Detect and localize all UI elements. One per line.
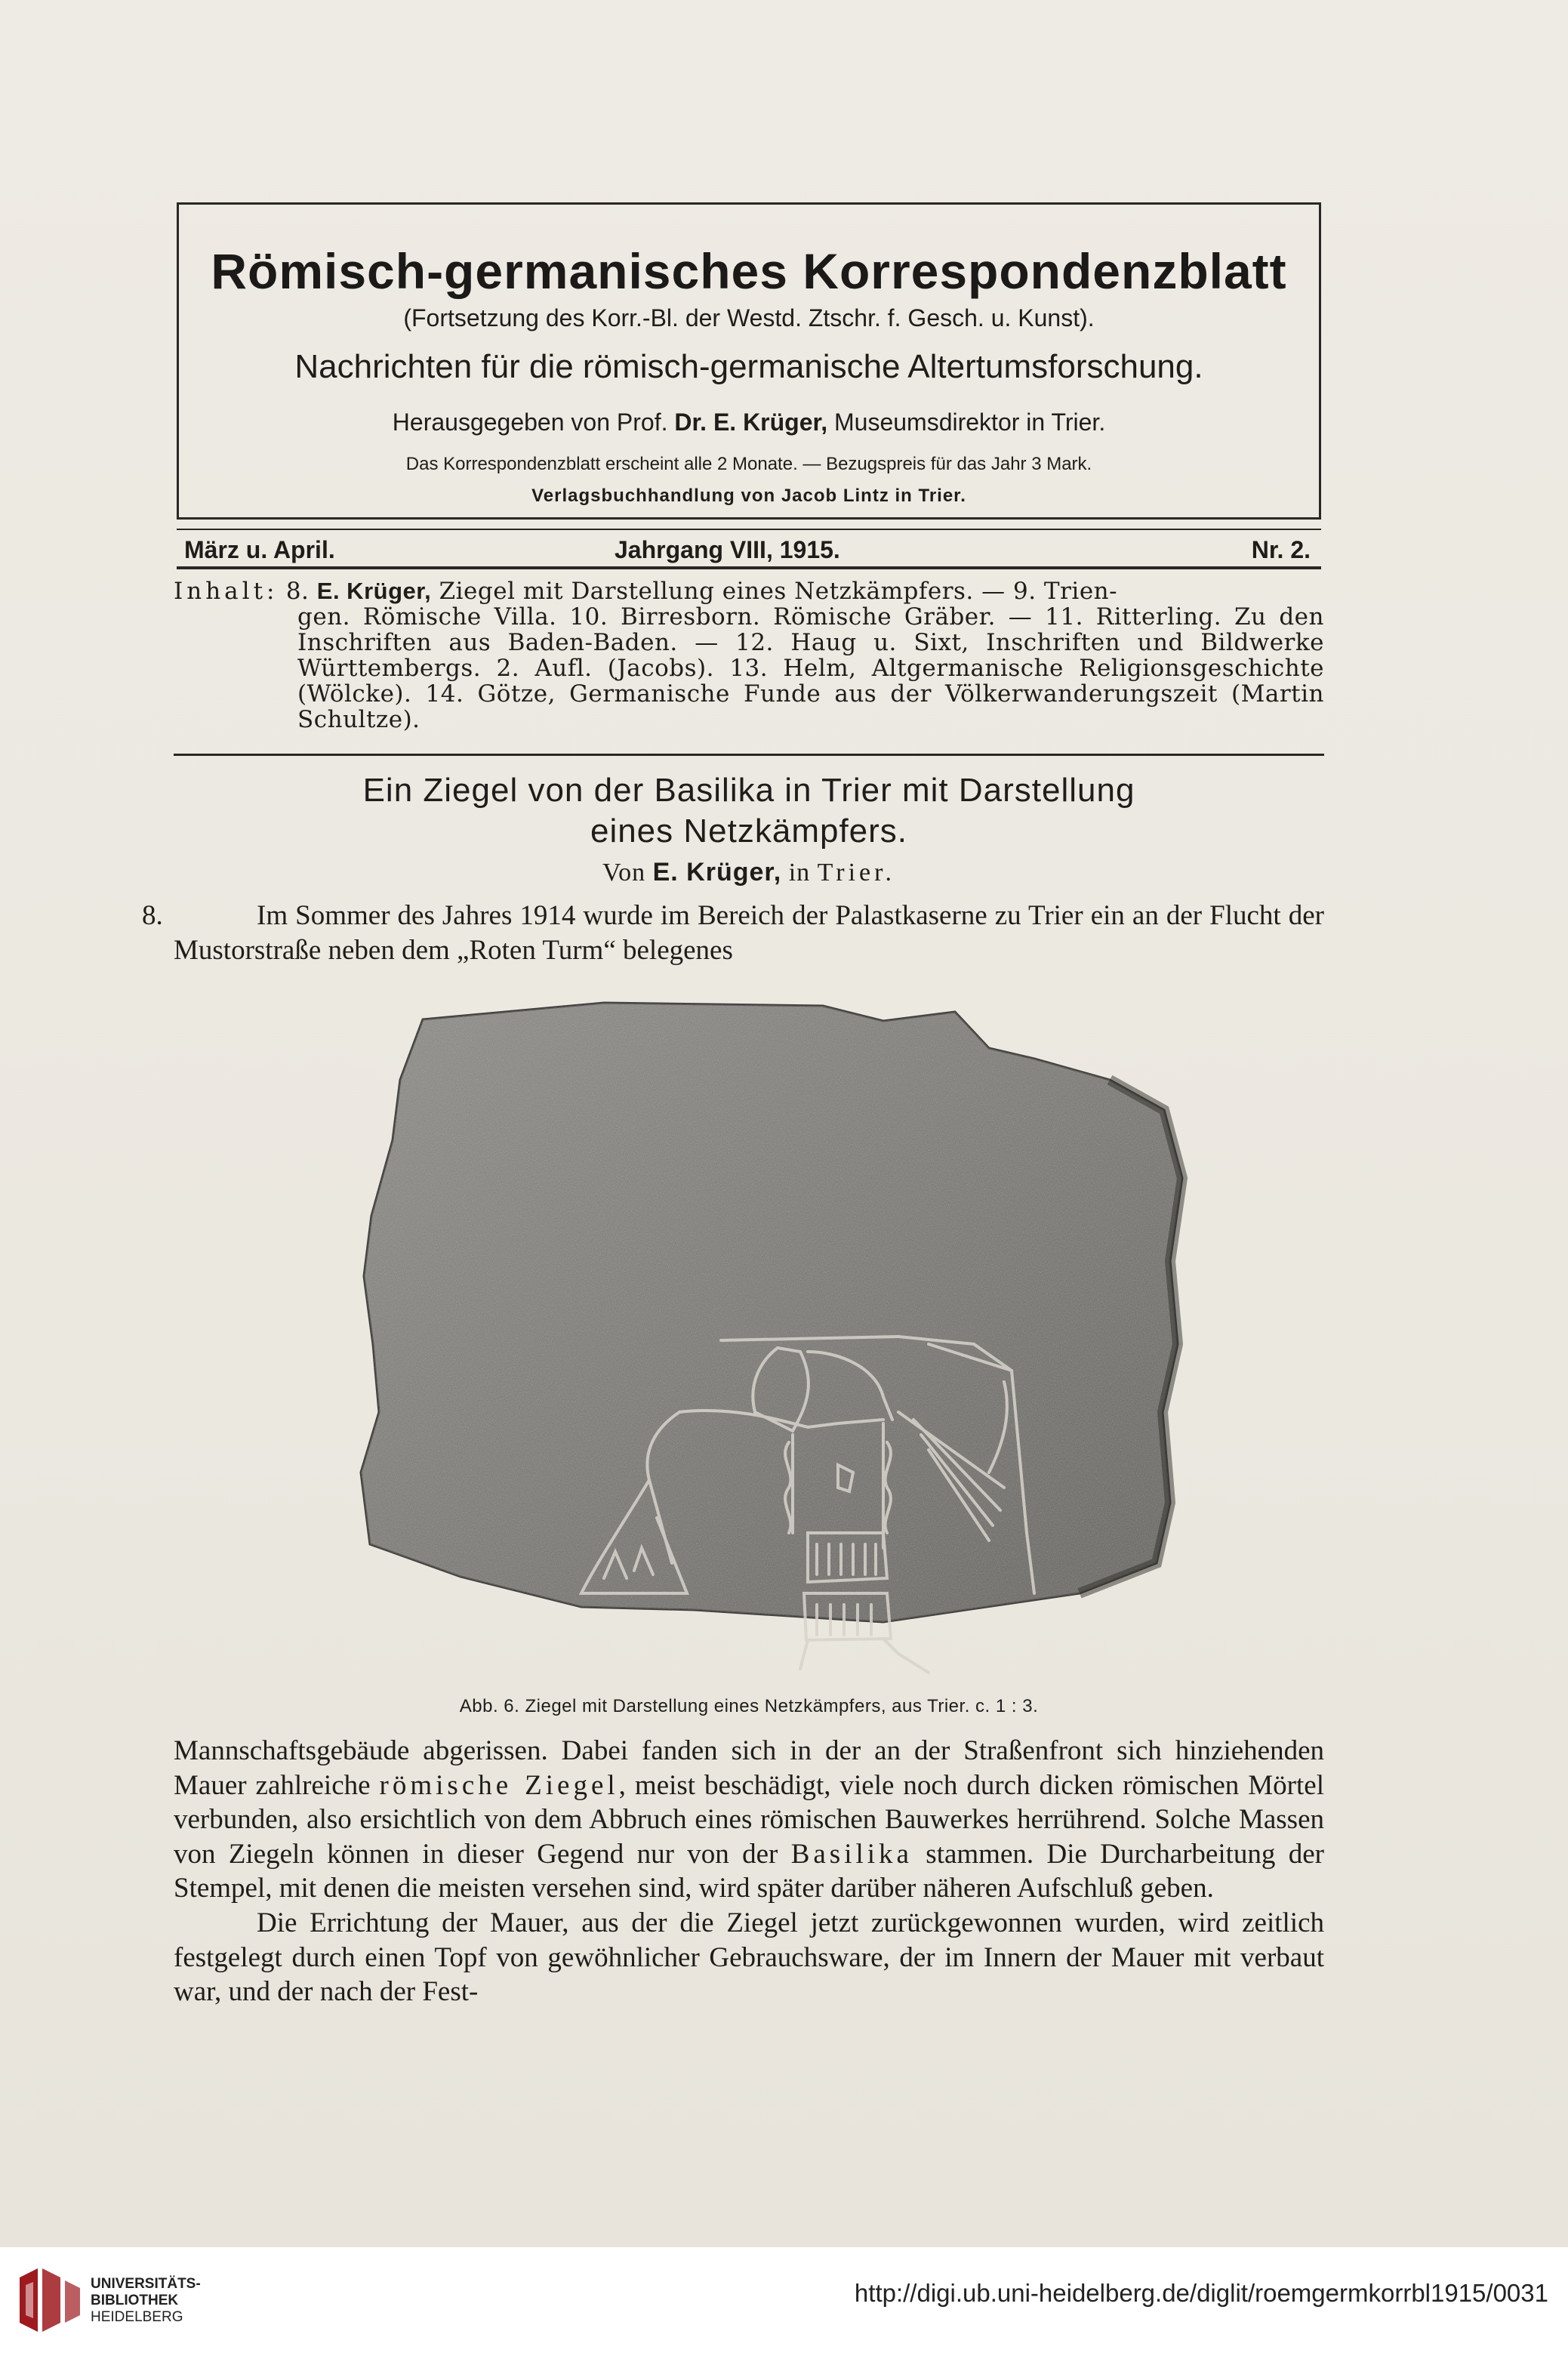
university-name[interactable]: [91, 2276, 201, 2326]
paragraph-3: Die Errichtung der Mauer, aus der die Ziegel jetzt zurückgewonnen wurden, wird zeitlich festgelegt durch einen Topf von gewöhnlicher Gebrauchsware, der im Innern der Mauer mit verbaut war, und der nach der Fest-: [174, 1907, 1324, 2008]
paragraph-2-part-a: Mannschaftsgebäude abgerissen. Dabei fanden sich in der an der Straßenfront sich hinziehenden Mauer zahlreiche: [174, 1735, 1324, 1801]
editor-prefix: Herausgegeben von Prof.: [392, 409, 675, 436]
emphasis-basilika: Basilika: [790, 1838, 913, 1870]
emphasis-roemische-ziegel: römische Ziegel: [379, 1769, 619, 1801]
article-title: [174, 770, 1324, 852]
contents-label: Inhalt:: [174, 578, 279, 605]
byline-prefix: Von: [602, 859, 653, 887]
section-number: 8.: [142, 900, 163, 931]
uni-line-3: HEIDELBERG: [91, 2309, 183, 2325]
engraved-tile-image: [355, 989, 1188, 1691]
tile-photograph: [355, 989, 1188, 1691]
contents-line1-text: Ziegel mit Darstellung eines Netzkämpfers. — 9. Trien-: [431, 578, 1118, 605]
byline-in: in: [781, 859, 818, 887]
contents-item-number: 8.: [278, 578, 317, 605]
article-body: [174, 1734, 1324, 2009]
paragraph-2-part-b: , meist beschädigt, viele noch durch dicken römischen Mörtel verbunden, also ersichtlich von dem Abbruch eines römischen Bauwerkes herrührend. Solche Massen von Ziegeln können in dieser Gegend nur von der: [174, 1769, 1324, 1870]
publisher-line: Verlagsbuchhandlung von Jacob Lintz in Trier.: [531, 486, 966, 506]
uni-line-2: BIBLIOTHEK: [91, 2293, 179, 2308]
journal-subtitle: (Fortsetzung des Korr.-Bl. der Westd. Ztschr. f. Gesch. u. Kunst).: [403, 304, 1095, 331]
article-title-line2: eines Netzkämpfers.: [590, 813, 908, 850]
editor-suffix: Museumsdirektor in Trier.: [827, 409, 1106, 436]
journal-tagline: Nachrichten für die römisch-germanische Altertumsforschung.: [294, 348, 1203, 385]
journal-title: Römisch-germanisches Korrespondenzblatt: [211, 243, 1287, 299]
section-divider: [174, 754, 1324, 756]
university-logo-icon[interactable]: [12, 2262, 85, 2341]
contents-rest: gen. Römische Villa. 10. Birresborn. Römische Gräber. — 11. Ritterling. Zu den Inschriften aus Baden-Baden. — 12. Haug u. Sixt, Inschriften und Bildwerke Württembergs. 2. Aufl. (Jacobs). 13. Helm, Altgermanische Religionsgeschichte (Wölcke). 14. Götze, Germanische Funde aus der Völkerwanderungszeit (Martin Schultze).: [297, 603, 1324, 733]
editor-line: [179, 409, 1319, 436]
paragraph-1: Im Sommer des Jahres 1914 wurde im Bereich der Palastkaserne zu Trier ein an der Flucht der Mustorstraße neben dem „Roten Turm“ belegenes: [174, 900, 1324, 966]
figure-caption: Abb. 6. Ziegel mit Darstellung eines Netzkämpfers, aus Trier. c. 1 : 3.: [459, 1696, 1039, 1716]
article-title-line1: Ein Ziegel von der Basilika in Trier mit Darstellung: [362, 772, 1135, 809]
uni-line-1: UNIVERSITÄTS-: [91, 2276, 201, 2292]
schedule-line: Das Korrespondenzblatt erscheint alle 2 Monate. — Bezugspreis für das Jahr 3 Mark.: [405, 454, 1092, 474]
masthead-box: [177, 202, 1321, 520]
editor-name: Dr. E. Krüger,: [674, 409, 828, 436]
article-byline: [174, 858, 1324, 887]
issue-date: März u. April.: [184, 536, 335, 563]
byline-author: E. Krüger,: [652, 858, 782, 887]
contents-author: E. Krüger,: [316, 578, 432, 604]
paragraph-2-part-c: stammen. Die Durcharbeitung der Stempel, mit denen die meisten versehen sind, wird später darüber näheren Aufschluß geben.: [174, 1838, 1324, 1904]
paragraph-2: [174, 1734, 1324, 1906]
issue-bar: [177, 529, 1321, 569]
table-of-contents: [174, 578, 1324, 732]
byline-place: Trier.: [817, 859, 896, 887]
contents-first-line: [174, 578, 1324, 604]
footer-bar: [0, 2247, 1568, 2359]
issue-volume: Jahrgang VIII, 1915.: [615, 536, 840, 563]
issue-number: Nr. 2.: [1251, 536, 1311, 563]
permalink-url[interactable]: http://digi.ub.uni-heidelberg.de/diglit/roemgermkorrbl1915/0031: [854, 2279, 1548, 2307]
article-intro: [142, 899, 1324, 968]
